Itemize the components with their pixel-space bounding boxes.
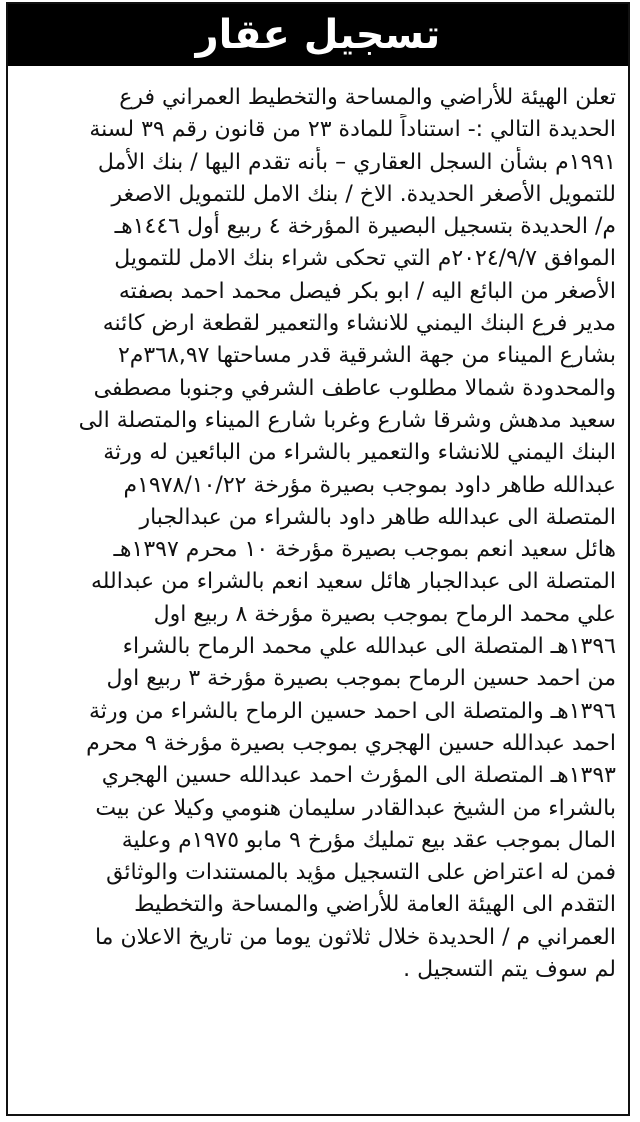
notice-line: الأصغر من البائع اليه / ابو بكر فيصل محمد احمد بصفته — [118, 278, 616, 304]
notice-line: الحديدة التالي :- استناداً للمادة ٢٣ من قانون رقم ٣٩ لسنة — [89, 117, 616, 143]
notice-line: لم سوف يتم التسجيل . — [403, 957, 616, 983]
notice-line: المتصلة الى عبدالجبار هائل سعيد انعم بالشراء من عبدالله — [90, 569, 616, 595]
notice-line: بشارع الميناء من جهة الشرقية قدر مساحتها ٣٦٨,٩٧م٢ — [117, 343, 616, 369]
notice-line: عبدالله طاهر داود بموجب بصيرة مؤرخة ١٩٧٨/١٠/٢٢م — [123, 472, 616, 498]
notice-line: المتصلة الى عبدالله طاهر داود بالشراء من عبدالجبار — [139, 504, 616, 530]
notice-line: العمراني م / الحديدة خلال ثلاثون يوما من تاريخ الاعلان ما — [94, 924, 616, 950]
notice-line: احمد عبدالله حسين الهجري بموجب بصيرة مؤرخة ٩ محرم — [86, 730, 616, 756]
notice-line: ١٣٩٦هـ المتصلة الى عبدالله علي محمد الرماح بالشراء — [122, 634, 616, 660]
notice-line: المال بموجب عقد بيع تمليك مؤرخ ٩ مابو ١٩٧٥م وعلية — [121, 827, 616, 853]
notice-line: من احمد حسين الرماح بموجب بصيرة مؤرخة ٣ ربيع اول — [106, 666, 616, 692]
notice-line: هائل سعيد انعم بموجب بصيرة مؤرخة ١٠ محرم ١٣٩٧هـ — [113, 537, 616, 563]
notice-body — [22, 82, 616, 986]
notice-title: تسجيل عقار — [195, 12, 441, 58]
notice-line: فمن له اعتراض على التسجيل مؤيد بالمستندات والوثائق — [106, 860, 616, 886]
notice-line: بالشراء من الشيخ عبدالقادر سليمان هنومي وكيلا عن بيت — [95, 795, 616, 821]
notice-line: الموافق ٢٠٢٤/٩/٧م التي تحكى شراء بنك الامل للتمويل — [114, 246, 616, 272]
notice-line: ١٣٩٣هـ المتصلة الى المؤرث احمد عبدالله حسين الهجري — [101, 763, 616, 789]
notice-line: البنك اليمني للانشاء والتعمير بالشراء من البائعين له ورثة — [103, 440, 616, 466]
notice-line: التقدم الى الهيئة العامة للأراضي والمساحة والتخطيط — [134, 892, 616, 918]
notice-line: ١٩٩١م بشأن السجل العقاري – بأنه تقدم اليها / بنك الأمل — [97, 149, 616, 175]
notice-line: علي محمد الرماح بموجب بصيرة مؤرخة ٨ ربيع اول — [153, 601, 616, 627]
notice-frame — [6, 2, 630, 1116]
notice-line: مدير فرع البنك اليمني للانشاء والتعمير لقطعة ارض كائنه — [102, 311, 616, 337]
title-bar — [8, 4, 628, 66]
notice-line: ١٣٩٦هـ والمتصلة الى احمد حسين الرماح بالشراء من ورثة — [88, 698, 616, 724]
notice-line: تعلن الهيئة للأراضي والمساحة والتخطيط العمراني فرع — [119, 85, 616, 110]
notice-line: م/ الحديدة بتسجيل البصيرة المؤرخة ٤ ربيع أول ١٤٤٦هـ — [114, 214, 616, 240]
notice-line: سعيد مدهش وشرقا شارع وغربا شارع الميناء والمتصلة الى — [78, 407, 616, 433]
notice-line: والمحدودة شمالا مطلوب عاطف الشرفي وجنوبا مصطفى — [93, 375, 616, 401]
notice-line: للتمويل الأصغر الحديدة. الاخ / بنك الامل للتمويل الاصغر — [111, 181, 616, 207]
